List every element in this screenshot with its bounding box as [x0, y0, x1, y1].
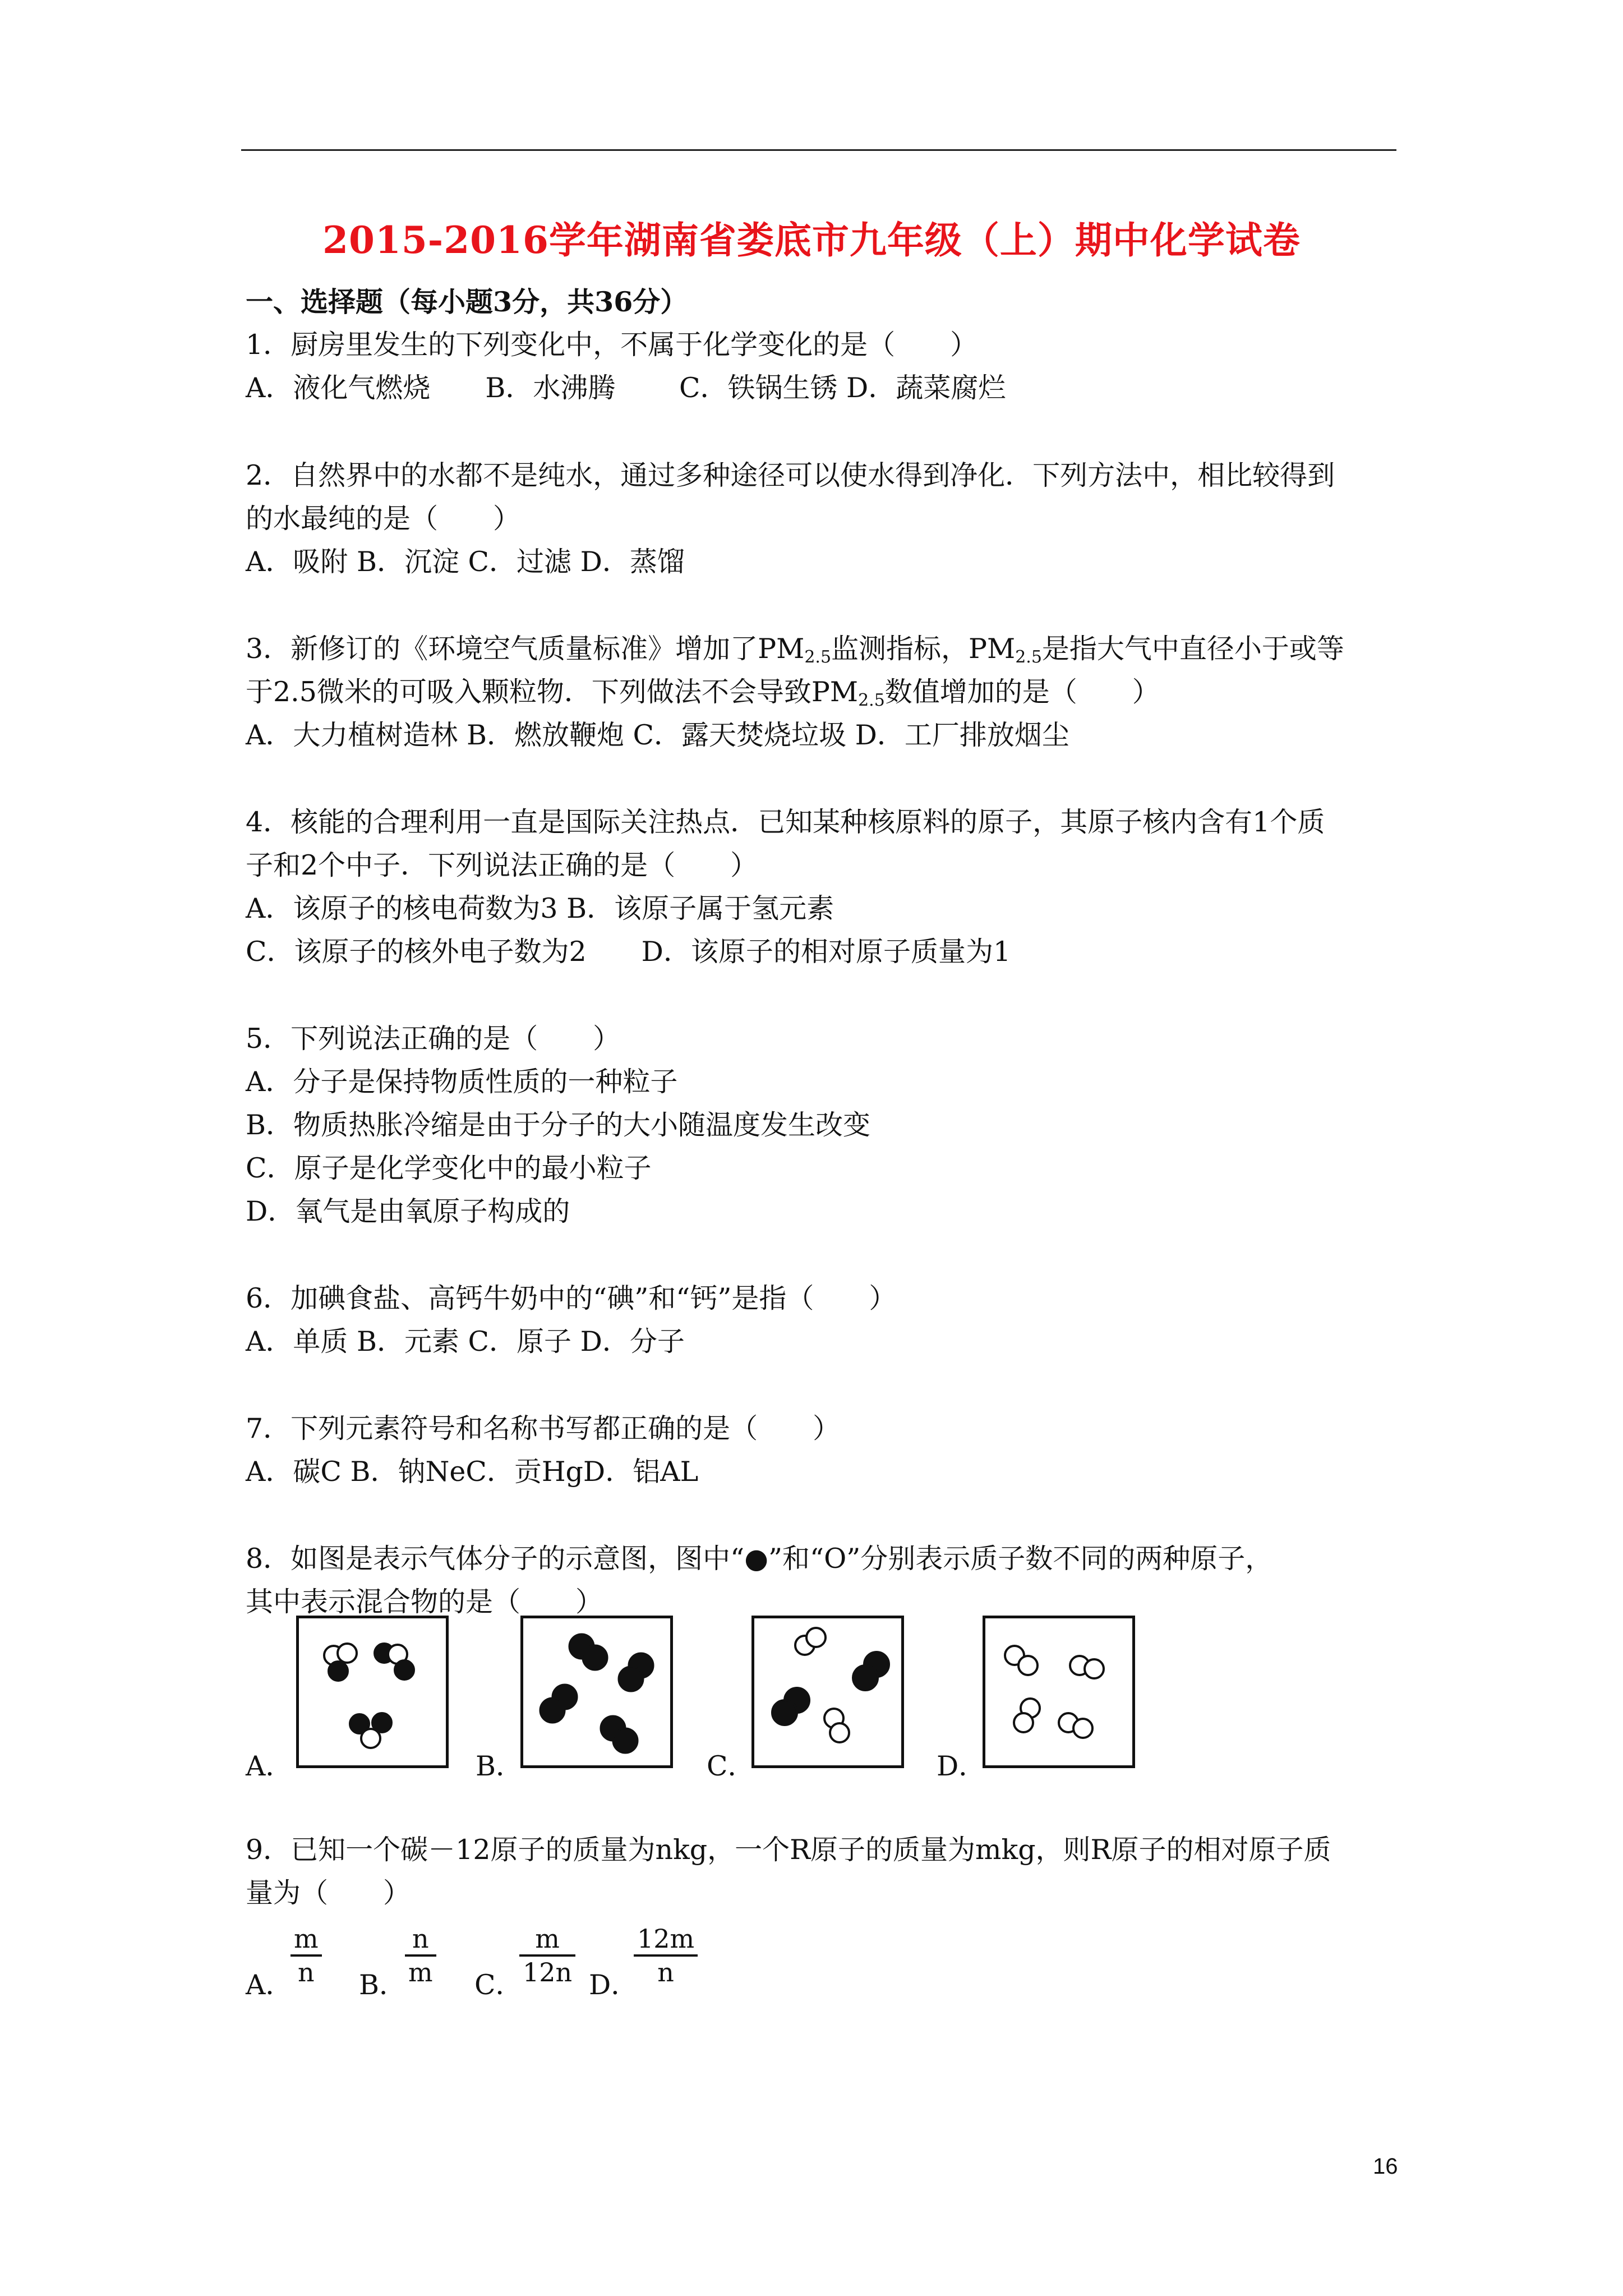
fraction-b-denominator: m — [408, 1957, 433, 1987]
fraction-d — [634, 1923, 698, 1988]
question-8-label-b: B． — [476, 1750, 524, 1782]
fraction-c — [519, 1923, 575, 1988]
question-4-options-ab: A．该原子的核电荷数为3 B．该原子属于氢元素 — [246, 892, 834, 924]
question-8-label-d: D． — [937, 1750, 986, 1782]
question-3-options: A．大力植树造林 B．燃放鞭炮 C．露天焚烧垃圾 D．工厂排放烟尘 — [246, 719, 1069, 751]
fraction-d-numerator: 12m — [637, 1924, 695, 1954]
question-4-stem-line1: 4．核能的合理利用一直是国际关注热点．已知某种核原料的原子，其原子核内含有1个质 — [246, 806, 1325, 838]
page-title: 2015-2016学年湖南省娄底市九年级（上）期中化学试卷 — [322, 218, 1301, 262]
question-9-stem-line1: 9．已知一个碳－12原子的质量为nkg，一个R原子的质量为mkg，则R原子的相对原子质 — [246, 1834, 1331, 1866]
fraction-d-denominator: n — [657, 1957, 674, 1987]
question-6-stem: 6．加碘食盐、高钙牛奶中的“碘”和“钙”是指（ ） — [246, 1282, 897, 1314]
question-5-option-c: C．原子是化学变化中的最小粒子 — [246, 1152, 652, 1184]
question-2-stem-line2: 的水最纯的是（ ） — [246, 503, 521, 535]
question-9-label-b: B． — [359, 1969, 407, 2001]
fraction-a — [291, 1923, 322, 1988]
molecule-diagram-c — [751, 1616, 904, 1768]
question-9-label-d: D． — [589, 1969, 639, 2001]
fraction-a-numerator: m — [294, 1924, 319, 1954]
question-2-stem-line1: 2．自然界中的水都不是纯水，通过多种途径可以使水得到净化．下列方法中，相比较得到 — [246, 459, 1335, 491]
question-5-option-d: D．氧气是由氧原子构成的 — [246, 1195, 570, 1227]
question-1-stem: 1．厨房里发生的下列变化中，不属于化学变化的是（ ） — [246, 329, 978, 361]
section-heading: 一、选择题（每小题3分，共36分） — [246, 286, 688, 318]
question-8-stem-line2: 其中表示混合物的是（ ） — [246, 1586, 603, 1618]
fraction-b — [405, 1923, 436, 1988]
question-8-label-a: A． — [246, 1750, 293, 1782]
header-rule — [241, 149, 1396, 151]
fraction-a-denominator: n — [297, 1957, 315, 1987]
question-4-stem-line2: 子和2个中子．下列说法正确的是（ ） — [246, 849, 758, 881]
question-5-option-a: A．分子是保持物质性质的一种粒子 — [246, 1066, 678, 1098]
molecule-diagram-d — [983, 1616, 1135, 1768]
fraction-b-numerator: n — [412, 1924, 429, 1954]
question-5-stem: 5．下列说法正确的是（ ） — [246, 1023, 621, 1055]
fraction-c-numerator: m — [535, 1924, 560, 1954]
molecule-diagram-b — [520, 1616, 673, 1768]
question-5-option-b: B．物质热胀冷缩是由于分子的大小随温度发生改变 — [246, 1109, 871, 1141]
question-1-options: A．液化气燃烧 B．水沸腾 C．铁锅生锈 D．蔬菜腐烂 — [246, 372, 1006, 404]
question-8-label-c: C． — [707, 1750, 755, 1782]
question-3-stem-line1: 3．新修订的《环境空气质量标准》增加了$PM_{2.5}$监测指标，$PM_{2.5}$是指大气中直径小于或等 — [246, 633, 1344, 667]
question-9-label-c: C． — [474, 1969, 523, 2001]
question-9-stem-line2: 量为（ ） — [246, 1877, 411, 1909]
molecule-diagram-a — [296, 1616, 449, 1768]
question-6-options: A．单质 B．元素 C．原子 D．分子 — [246, 1326, 685, 1358]
question-7-stem: 7．下列元素符号和名称书写都正确的是（ ） — [246, 1412, 841, 1444]
question-2-options: A．吸附 B．沉淀 C．过滤 D．蒸馏 — [246, 546, 685, 578]
question-8-stem-line1: 8．如图是表示气体分子的示意图，图中“●”和“O”分别表示质子数不同的两种原子， — [246, 1543, 1273, 1575]
question-4-options-cd: C．该原子的核外电子数为2 D．该原子的相对原子质量为1 — [246, 936, 1011, 968]
fraction-c-denominator: 12n — [523, 1957, 573, 1987]
question-7-options: A．碳C B．钠NeC．贡HgD．铝AL — [246, 1456, 699, 1488]
question-9-label-a: A． — [246, 1969, 293, 2001]
question-3-stem-line2: 于2.5微米的可吸入颗粒物．下列做法不会导致$PM_{2.5}$数值增加的是（ ） — [246, 676, 1160, 710]
page-number: 16 — [1373, 2154, 1398, 2179]
